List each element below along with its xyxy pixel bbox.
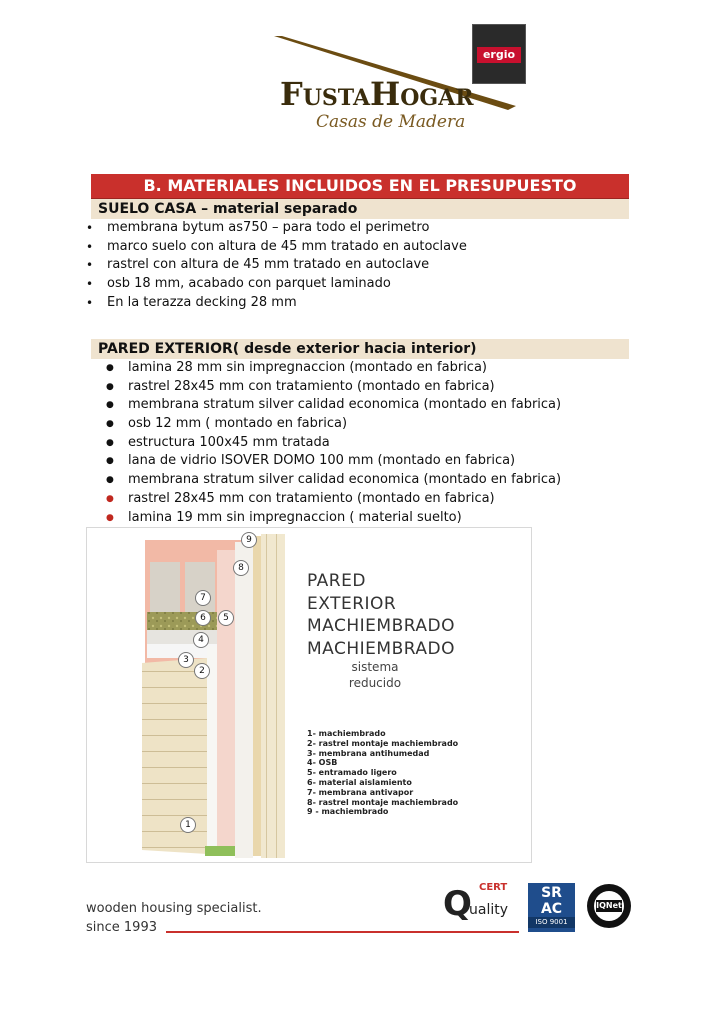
callout-2: 2	[194, 663, 210, 679]
diagram-subtitle	[340, 659, 410, 691]
pared-heading: PARED EXTERIOR( desde exterior hacia interior)	[91, 339, 629, 359]
iqnet-text: IQNet	[596, 901, 622, 910]
suelo-materials-list	[86, 219, 467, 312]
srac-iso-text: ISO 9001	[528, 917, 575, 928]
list-item: ● membrana stratum silver calidad economica (montado en fabrica)	[106, 396, 561, 415]
list-item: • marco suelo con altura de 45 mm tratado en autoclave	[86, 238, 467, 257]
diagram-title-line: MACHIEMBRADO	[307, 616, 455, 636]
legend-item: 4- OSB	[307, 758, 338, 768]
list-item: • En la terazza decking 28 mm	[86, 294, 467, 313]
company-logo	[270, 20, 530, 140]
diagram-title-line: MACHIEMBRADO	[307, 638, 455, 659]
callout-8: 8	[233, 560, 249, 576]
pared-materials-list	[106, 359, 561, 527]
footer-tagline: wooden housing specialist.	[86, 901, 262, 916]
suelo-heading: SUELO CASA – material separado	[91, 199, 629, 219]
list-item: • membrana bytum as750 – para todo el perimetro	[86, 219, 467, 238]
logo-letter-f: F	[280, 75, 303, 113]
diagram-legend	[307, 729, 458, 817]
cert-quality-text: uality	[469, 902, 509, 918]
wall-layers-illustration	[87, 528, 287, 862]
list-item: ● osb 12 mm ( montado en fabrica)	[106, 415, 561, 434]
callout-7: 7	[195, 590, 211, 606]
legend-item: 5- entramado ligero	[307, 768, 397, 778]
list-item: ● membrana stratum silver calidad economica (montado en fabrica)	[106, 471, 561, 490]
legend-item: 8- rastrel montaje machiembrado	[307, 797, 459, 807]
srac-ac-text: AC	[540, 901, 563, 917]
logo-word-ogar: OGAR	[400, 85, 474, 111]
ergio-badge-text: ergio	[477, 47, 521, 63]
diagram-title	[307, 570, 455, 660]
list-item: ● lamina 28 mm sin impregnaccion (montado en fabrica)	[106, 359, 561, 378]
list-item: ● lamina 19 mm sin impregnaccion ( material suelto)	[106, 509, 561, 528]
footer-divider	[166, 931, 519, 933]
wall-section-diagram	[86, 527, 532, 863]
list-item: ● lana de vidrio ISOVER DOMO 100 mm (montado en fabrica)	[106, 452, 561, 471]
footer-since: since 1993	[86, 920, 157, 935]
diagram-subtitle-line: sistema	[351, 660, 399, 674]
srac-cert-logo	[528, 883, 575, 932]
logo-tagline: Casas de Madera	[316, 112, 466, 132]
callout-3: 3	[178, 652, 194, 668]
section-title: B. MATERIALES INCLUIDOS EN EL PRESUPUESTO	[91, 174, 629, 199]
list-item: • rastrel con altura de 45 mm tratado en autoclave	[86, 256, 467, 275]
iqnet-cert-logo	[586, 883, 632, 929]
logo-wordmark	[280, 75, 474, 113]
callout-1: 1	[180, 817, 196, 833]
list-item: ● rastrel 28x45 mm con tratamiento (montado en fabrica)	[106, 490, 561, 509]
logo-letter-h: H	[370, 75, 401, 113]
callout-5: 5	[218, 610, 234, 626]
list-item: • osb 18 mm, acabado con parquet laminado	[86, 275, 467, 294]
list-item: ● rastrel 28x45 mm con tratamiento (montado en fabrica)	[106, 378, 561, 397]
legend-item: 3- membrana antihumedad	[307, 748, 430, 758]
legend-item: 2- rastrel montaje machiembrado	[307, 738, 459, 748]
legend-item: 7- membrana antivapor	[307, 787, 414, 797]
quality-cert-logo	[443, 884, 521, 924]
callout-4: 4	[193, 632, 209, 648]
diagram-subtitle-line: reducido	[348, 676, 402, 690]
legend-item: 1- machiembrado	[307, 729, 386, 738]
legend-item: 6- material aislamiento	[307, 777, 412, 787]
diagram-title-line: PARED	[307, 571, 366, 591]
srac-sr-text: SR	[541, 885, 562, 901]
callout-6: 6	[195, 610, 211, 626]
callout-9: 9	[241, 532, 257, 548]
logo-word-usta: USTA	[302, 85, 371, 111]
diagram-title-line: EXTERIOR	[307, 593, 397, 614]
ergio-badge	[472, 24, 526, 84]
legend-item: 9 - machiembrado	[307, 807, 389, 817]
cert-q-letter: Q	[443, 884, 472, 924]
cert-cert-text: CERT	[479, 882, 508, 893]
list-item: ● estructura 100x45 mm tratada	[106, 434, 561, 453]
